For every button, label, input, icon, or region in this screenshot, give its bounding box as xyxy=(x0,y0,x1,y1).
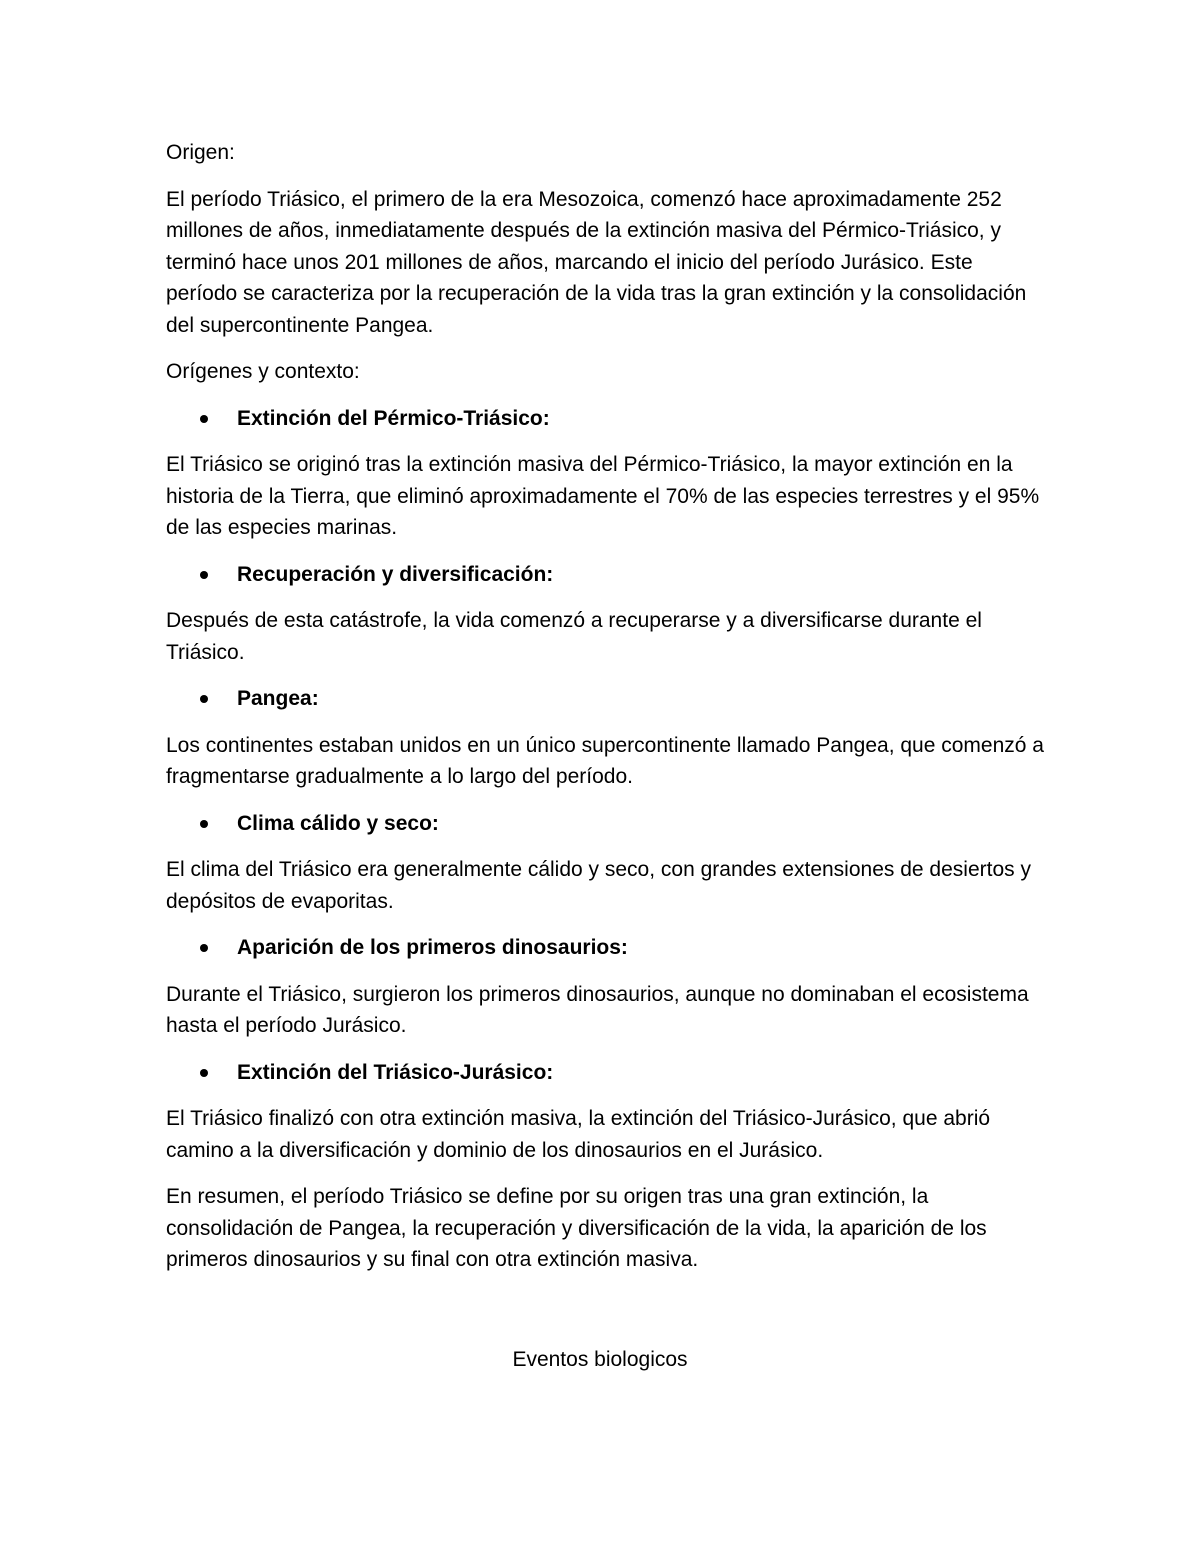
section-paragraph: Después de esta catástrofe, la vida comenzó a recuperarse y a diversificarse durante el Triásico. xyxy=(166,609,982,664)
bullet-dot-icon xyxy=(200,820,208,828)
bullet-item xyxy=(166,403,1046,435)
heading-context: Orígenes y contexto: xyxy=(166,360,360,383)
bullet-dot-icon xyxy=(200,571,208,579)
bullet-item xyxy=(166,683,1046,715)
bullet-item xyxy=(166,808,1046,840)
bullet-item xyxy=(166,932,1046,964)
bullet-title: Recuperación y diversificación: xyxy=(237,562,554,586)
bullet-dot-icon xyxy=(200,1069,208,1077)
bullet-title: Extinción del Triásico-Jurásico: xyxy=(237,1060,554,1084)
intro-paragraph: El período Triásico, el primero de la era Mesozoica, comenzó hace aproximadamente 252 millones de años, inmediatamente después de la extinción masiva del Pérmico-Triásico, y terminó hace unos 201 millones de años, marcando el inicio del período Jurásico. Este período se caracteriza por la recuperación de la vida tras la gran extinción y la consolidación del supercontinente Pangea. xyxy=(166,187,1027,337)
section-paragraph: Los continentes estaban unidos en un único supercontinente llamado Pangea, que comenzó a fragmentarse gradualmente a lo largo del período. xyxy=(166,733,1044,788)
heading-origin: Origen: xyxy=(166,141,235,164)
bullet-item xyxy=(166,1057,1046,1089)
next-section-title: Eventos biologicos xyxy=(512,1348,688,1371)
document-body xyxy=(166,137,1046,1291)
summary-paragraph: En resumen, el período Triásico se define por su origen tras una gran extinción, la consolidación de Pangea, la recuperación y diversificación de la vida, la aparición de los primeros dinosaurios y su final con otra extinción masiva. xyxy=(166,1185,987,1271)
bullet-dot-icon xyxy=(200,695,208,703)
section-paragraph: Durante el Triásico, surgieron los primeros dinosaurios, aunque no dominaban el ecosistema hasta el período Jurásico. xyxy=(166,982,1029,1037)
bullet-item xyxy=(166,559,1046,591)
bullet-title: Extinción del Pérmico-Triásico: xyxy=(237,406,550,430)
bullet-title: Clima cálido y seco: xyxy=(237,811,439,835)
bullet-title: Pangea: xyxy=(237,687,319,710)
bullet-title: Aparición de los primeros dinosaurios: xyxy=(237,936,628,959)
bullet-dot-icon xyxy=(200,415,208,423)
section-paragraph: El Triásico finalizó con otra extinción masiva, la extinción del Triásico-Jurásico, que abrió camino a la diversificación y dominio de los dinosaurios en el Jurásico. xyxy=(166,1107,991,1162)
bullet-dot-icon xyxy=(200,944,208,952)
section-paragraph: El Triásico se originó tras la extinción masiva del Pérmico-Triásico, la mayor extinción en la historia de la Tierra, que eliminó aproximadamente el 70% de las especies terrestres y el 95% de las especies marinas. xyxy=(166,453,1040,539)
section-paragraph: El clima del Triásico era generalmente cálido y seco, con grandes extensiones de desiertos y depósitos de evaporitas. xyxy=(166,858,1031,913)
